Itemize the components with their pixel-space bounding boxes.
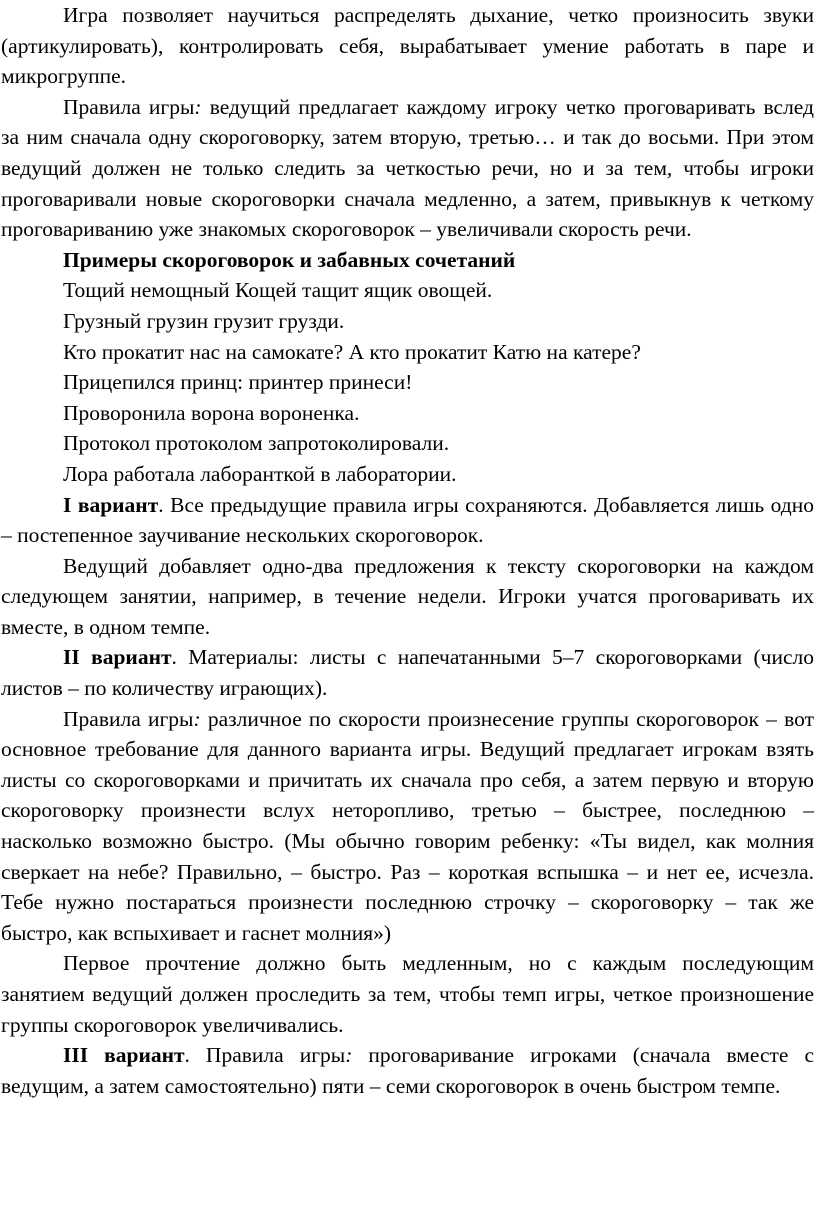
variant-2-label: II вариант <box>63 645 172 670</box>
tongue-twister-line: Кто прокатит нас на самокате? А кто прокатит Катю на катере? <box>63 339 641 364</box>
tongue-twister-line: Лора работала лаборанткой в лаборатории. <box>63 461 457 486</box>
intro-text: Игра позволяет научиться распределять дыхание, четко произносить звуки (артикулировать), контролировать себя, вырабатывает умение работать в паре и микрогруппе. <box>1 3 814 89</box>
tongue-twister-line: Прицепился принц: принтер принеси! <box>63 370 413 395</box>
variant-2-text: . Материалы: листы с напечатанными 5–7 скороговорками (число листов – по количеству играющих). <box>1 645 814 701</box>
variant-3-label: III вариант <box>63 1043 185 1068</box>
variant-1-label: I вариант <box>63 492 159 517</box>
rules-label: Правила игры <box>63 94 195 119</box>
tongue-twister-line: Протокол протоколом запротоколировали. <box>63 431 450 456</box>
variant-1-paragraph <box>0 490 816 551</box>
variant-3-text-b: проговаривание игроками (сначала вместе с ведущим, а затем самостоятельно) пяти – семи скороговорок в очень быстром темпе. <box>1 1043 814 1098</box>
first-reading-paragraph <box>0 948 816 1040</box>
variant-2-paragraph <box>0 642 816 703</box>
rules-2-paragraph <box>0 704 816 949</box>
rules-2-label: Правила игры <box>63 706 194 731</box>
rules-text: ведущий предлагает каждому игроку четко проговаривать вслед за ним сначала одну скороговорку, затем вторую, третью… и так до восьми. При этом ведущий должен не только следить за четкостью речи, но и за тем, чтобы игроки проговаривали новые скороговорки сначала медленно, а затем, привыкнув к четкому проговариванию уже знакомых скороговорок – увеличивали скорость речи. <box>1 94 814 242</box>
tongue-twister-line: Тощий немощный Кощей тащит ящик овощей. <box>63 278 493 303</box>
rules-2-text: различное по скорости произнесение группы скороговорок – вот основное требование для данного варианта игры. Ведущий предлагает игрокам взять листы со скороговорками и причитать их сначала про себя, а затем первую и вторую скороговорку произнести вслух неторопливо, третью – быстрее, последнюю – насколько возможно быстро. (Мы обычно говорим ребенку: «Ты видел, как молния сверкает на небе? Правильно, – быстро. Раз – короткая вспышка – и нет ее, исчезла. Тебе нужно постараться произнести последнюю строчку – скороговорку – так же быстро, как вспыхивает и гаснет молния») <box>1 706 814 945</box>
intro-paragraph <box>0 0 816 92</box>
first-reading-text: Первое прочтение должно быть медленным, но с каждым последующим занятием ведущий должен проследить за тем, чтобы темп игры, четкое произношение группы скороговорок увеличивались. <box>1 951 814 1037</box>
rules-colon: : <box>194 94 202 119</box>
variant-3-colon: : <box>345 1043 353 1068</box>
variant-1-text: . Все предыдущие правила игры сохраняются. Добавляется лишь одно – постепенное заучивание нескольких скороговорок. <box>1 492 814 548</box>
variant-3-paragraph <box>0 1040 816 1101</box>
leader-paragraph <box>0 551 816 643</box>
tongue-twister-line: Грузный грузин грузит грузди. <box>63 308 345 333</box>
examples-heading: Примеры скороговорок и забавных сочетаний <box>63 247 516 272</box>
tongue-twister-line: Проворонила ворона вороненка. <box>63 400 360 425</box>
rules-2-colon: : <box>193 706 201 731</box>
rules-paragraph <box>0 92 816 245</box>
leader-text: Ведущий добавляет одно-два предложения к тексту скороговорки на каждом следующем занятии, например, в течение недели. Игроки учатся проговаривать их вместе, в одном темпе. <box>1 553 814 639</box>
variant-3-text-a: . Правила игры <box>184 1043 346 1068</box>
